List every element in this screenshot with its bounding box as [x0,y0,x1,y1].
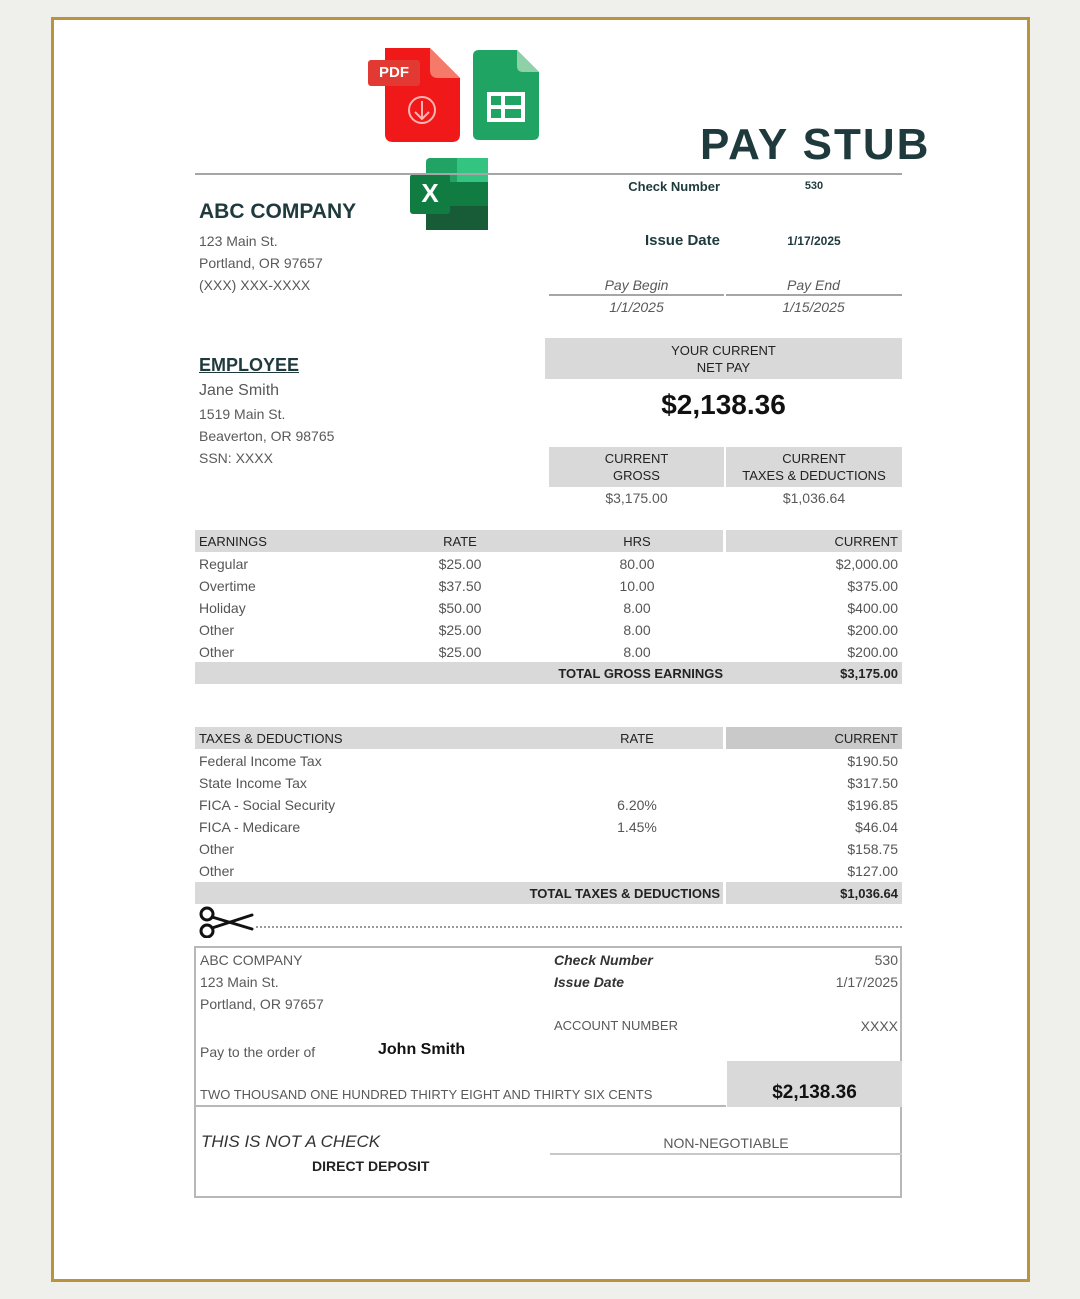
earning-hrs: 8.00 [623,600,651,616]
pdf-label: PDF [379,64,409,81]
not-a-check-notice: THIS IS NOT A CHECK [201,1132,381,1151]
total-taxes-label: TOTAL TAXES & DEDUCTIONS [529,886,720,901]
payee-name: John Smith [378,1041,466,1058]
current-header: CURRENT [834,534,898,549]
table-row [195,816,902,838]
tax-rate: 1.45% [617,819,657,835]
total-gross-value: $3,175.00 [840,666,898,681]
earning-rate: $25.00 [438,622,482,638]
tax-rate-header: RATE [620,731,654,746]
page-title: PAY STUB [700,120,931,169]
earning-rate: $25.00 [438,644,482,660]
earning-current: $200.00 [847,622,898,638]
tax-name: Other [199,863,235,879]
table-row [195,553,902,575]
net-pay-amount: $2,138.36 [661,389,786,420]
employee-address2: Beaverton, OR 98765 [199,428,335,444]
check-box [194,946,902,1198]
tax-name: State Income Tax [199,775,307,791]
employee-address1: 1519 Main St. [199,406,286,422]
check-company-address2: Portland, OR 97657 [200,996,324,1012]
earning-name: Other [199,622,235,638]
tax-current-header: CURRENT [834,731,898,746]
total-taxes-value: $1,036.64 [840,886,898,901]
pay-begin-value: 1/1/2025 [609,299,664,315]
tax-name: Federal Income Tax [199,753,322,769]
gross-summary-value: $3,175.00 [605,490,668,506]
taxes-label-line1: CURRENT [782,451,846,466]
tax-current: $190.50 [847,753,898,769]
earning-hrs: 10.00 [619,578,655,594]
pdf-icon [368,48,460,142]
pay-begin-label: Pay Begin [604,277,669,293]
earning-name: Holiday [199,600,246,616]
table-row [195,860,902,882]
tax-name: Other [199,841,235,857]
employee-ssn: SSN: XXXX [199,450,273,466]
earning-current: $375.00 [847,578,898,594]
earning-current: $2,000.00 [835,556,898,572]
taxes-table [195,727,902,907]
direct-deposit-label: DIRECT DEPOSIT [312,1158,430,1174]
non-negotiable-line [550,1153,902,1155]
issue-date-label: Issue Date [644,232,720,249]
company-phone: (XXX) XXX-XXXX [199,277,311,293]
check-amount: $2,138.36 [772,1082,857,1103]
excel-label: X [421,178,439,208]
pay-end-value: 1/15/2025 [782,299,845,315]
earning-name: Overtime [199,578,256,594]
pay-begin-divider [549,294,724,296]
tax-current: $317.50 [847,775,898,791]
tax-name: FICA - Social Security [199,797,336,813]
earnings-header: EARNINGS [199,534,267,549]
amount-in-words: TWO THOUSAND ONE HUNDRED THIRTY EIGHT AND THIRTY SIX CENTS [200,1087,653,1102]
company-address2: Portland, OR 97657 [199,255,323,271]
check-number-stub-value: 530 [874,952,898,968]
earning-current: $400.00 [847,600,898,616]
net-pay-label-line1: YOUR CURRENT [671,343,776,358]
check-company-name: ABC COMPANY [200,952,303,968]
google-sheets-icon [473,50,539,140]
check-number-label: Check Number [628,179,720,194]
issue-date-value: 1/17/2025 [787,234,841,248]
pay-end-divider [726,294,902,296]
tax-current: $127.00 [847,863,898,879]
hrs-header: HRS [623,534,651,549]
tax-current: $46.04 [855,819,898,835]
earning-rate: $50.00 [438,600,482,616]
tax-rate: 6.20% [617,797,657,813]
issue-date-stub-label: Issue Date [554,974,625,990]
company-address1: 123 Main St. [199,233,278,249]
company-name: ABC COMPANY [199,200,357,223]
gross-label-line2: GROSS [613,468,660,483]
rate-header: RATE [443,534,477,549]
check-number-stub-label: Check Number [554,952,653,968]
earning-hrs: 8.00 [623,644,651,660]
table-row [195,575,902,597]
earning-name: Regular [199,556,249,572]
amount-line [196,1105,726,1107]
table-row [195,597,902,619]
pay-end-label: Pay End [787,277,840,293]
earning-hrs: 80.00 [619,556,655,572]
tax-name: FICA - Medicare [199,819,301,835]
title-divider [195,173,902,175]
non-negotiable-label: NON-NEGOTIABLE [663,1135,789,1151]
earning-hrs: 8.00 [623,622,651,638]
account-number-value: XXXX [860,1018,898,1034]
pay-to-label: Pay to the order of [200,1044,316,1060]
table-row [195,794,902,816]
taxes-label-line2: TAXES & DEDUCTIONS [742,468,886,483]
earning-rate: $37.50 [438,578,482,594]
total-gross-label: TOTAL GROSS EARNINGS [558,666,723,681]
account-number-label: ACCOUNT NUMBER [554,1018,678,1033]
table-row [195,750,902,772]
employee-name: Jane Smith [199,382,280,399]
earnings-table [195,530,902,685]
check-company-address1: 123 Main St. [200,974,279,990]
taxes-summary-value: $1,036.64 [782,490,846,506]
earning-current: $200.00 [847,644,898,660]
net-pay-label-line2: NET PAY [696,360,751,375]
scissors-icon [198,906,254,938]
table-row [195,772,902,794]
check-number-value: 530 [804,180,824,192]
tax-current: $196.85 [847,797,898,813]
issue-date-stub-value: 1/17/2025 [835,974,898,990]
table-row [195,838,902,860]
table-row [195,619,902,641]
earning-name: Other [199,644,235,660]
gross-label-line1: CURRENT [604,451,669,466]
taxes-header: TAXES & DEDUCTIONS [199,731,343,746]
excel-icon [410,158,488,230]
earning-rate: $25.00 [438,556,482,572]
employee-heading: EMPLOYEE [199,355,300,375]
cut-line [256,926,902,928]
tax-current: $158.75 [847,841,898,857]
table-row [195,641,902,663]
